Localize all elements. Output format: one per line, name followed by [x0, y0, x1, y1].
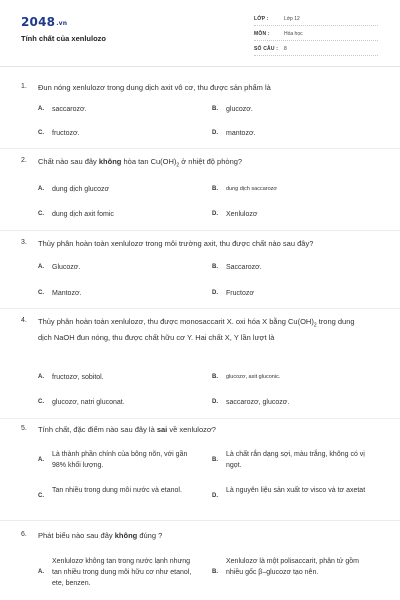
page-header — [0, 0, 400, 64]
site-logo[interactable] — [21, 15, 67, 29]
option-text: mantozơ. — [226, 130, 256, 137]
meta-key: MÔN : — [254, 31, 270, 37]
option-letter: D. — [212, 130, 218, 136]
option-letter: C. — [38, 493, 44, 499]
option-letter: A. — [38, 457, 44, 463]
question-text: Phát biểu nào sau đây không đúng ? — [38, 531, 163, 540]
option-text: saccarozơ. — [52, 106, 87, 113]
question-text: Tính chất, đặc điểm nào sau đây là sai về xenlulozơ? — [38, 425, 216, 434]
option-text: dung dịch axit fomic — [52, 211, 114, 218]
option-text: Xenlulozơ — [226, 211, 258, 218]
option-letter: B. — [212, 569, 218, 575]
question-divider — [0, 308, 400, 309]
meta-class — [254, 14, 378, 26]
option-text: saccarozơ, glucozơ. — [226, 399, 290, 406]
meta-value: 8 — [284, 46, 287, 52]
question-divider — [0, 520, 400, 521]
option-letter: A. — [38, 374, 44, 380]
question-text: Thủy phân hoàn toàn xenlulozơ, thu được monosaccarit X. oxi hóa X bằng $Cu(OH)_2$ trong dung dịch NaOH đun nóng, thu được chất hữu cơ Y. Hai chất X, Y lần lượt là — [38, 317, 355, 342]
option-letter: C. — [38, 211, 44, 217]
option-letter: A. — [38, 186, 44, 192]
question-text: Thủy phân hoàn toàn xenlulozơ trong môi trường axit, thu được chất nào sau đây? — [38, 239, 314, 248]
option-text: glucozơ. — [226, 106, 253, 113]
option-letter: D. — [212, 493, 218, 499]
option-letter: A. — [38, 106, 44, 112]
question-divider — [0, 148, 400, 149]
option-text: Saccarozơ. — [226, 264, 262, 271]
option-letter: B. — [212, 186, 218, 192]
logo-text: 2048 — [21, 15, 56, 29]
meta-value: Hóa học — [284, 31, 303, 37]
option-text: Mantozơ. — [52, 290, 82, 297]
question-number: 6. — [21, 531, 27, 538]
option-text: Glucozơ. — [52, 264, 81, 271]
option-text: dung dịch saccarozơ — [226, 186, 277, 192]
option-letter: B. — [212, 106, 218, 112]
question-number: 1. — [21, 83, 27, 90]
option-text: glucozơ, axit gluconic. — [226, 374, 281, 380]
meta-question-count — [254, 44, 378, 56]
meta-key: SỐ CÂU : — [254, 46, 279, 52]
option-letter: A. — [38, 569, 44, 575]
option-text: Xenlulozơ không tan trong nước lạnh nhưng tan nhiều trong dung môi hữu cơ như etanol, ete, benzen. — [52, 558, 192, 587]
option-letter: C. — [38, 290, 44, 296]
option-text: fructozơ. — [52, 130, 80, 137]
meta-value: Lớp 12 — [284, 16, 300, 22]
option-letter: B. — [212, 374, 218, 380]
option-text: Là thành phần chính của bông nõn, với gần 98% khối lượng. — [52, 451, 188, 469]
meta-key: LỚP : — [254, 16, 269, 22]
question-number: 4. — [21, 317, 27, 324]
option-letter: D. — [212, 211, 218, 217]
header-divider — [0, 66, 400, 67]
option-text: fructozơ, sobitol. — [52, 374, 104, 381]
question-number: 3. — [21, 239, 27, 246]
option-text: Fructozơ — [226, 290, 254, 297]
option-text: Là chất rắn dạng sợi, màu trắng, không có vị ngọt. — [226, 451, 365, 469]
option-text: Xenlulozơ là một polisaccarit, phân tử gồm nhiều gốc β–glucozơ tạo nên. — [226, 558, 360, 576]
option-text: Tan nhiều trong dung môi nước và etanol. — [52, 487, 182, 494]
option-letter: B. — [212, 457, 218, 463]
option-text: Là nguyên liệu sản xuất tơ visco và tơ axetat — [226, 487, 366, 494]
question-text: Chất nào sau đây không hòa $\tan Cu(OH)_2$ ở nhiệt độ phòng? — [38, 157, 243, 169]
meta-subject — [254, 29, 378, 41]
logo-suffix: .vn — [56, 20, 68, 27]
option-letter: A. — [38, 264, 44, 270]
option-letter: D. — [212, 399, 218, 405]
option-letter: C. — [38, 399, 44, 405]
question-number: 5. — [21, 425, 27, 432]
option-letter: C. — [38, 130, 44, 136]
document-title: Tính chất của xenlulozo — [21, 34, 107, 43]
question-number: 2. — [21, 157, 27, 164]
question-divider — [0, 230, 400, 231]
option-letter: D. — [212, 290, 218, 296]
question-text: Đun nóng xenlulozơ trong dung dịch axit vô cơ, thu được sản phẩm là — [38, 83, 271, 92]
option-text: dung dịch glucozơ — [52, 186, 110, 193]
question-divider — [0, 418, 400, 419]
option-letter: B. — [212, 264, 218, 270]
option-text: glucozơ, natri gluconat. — [52, 399, 125, 406]
